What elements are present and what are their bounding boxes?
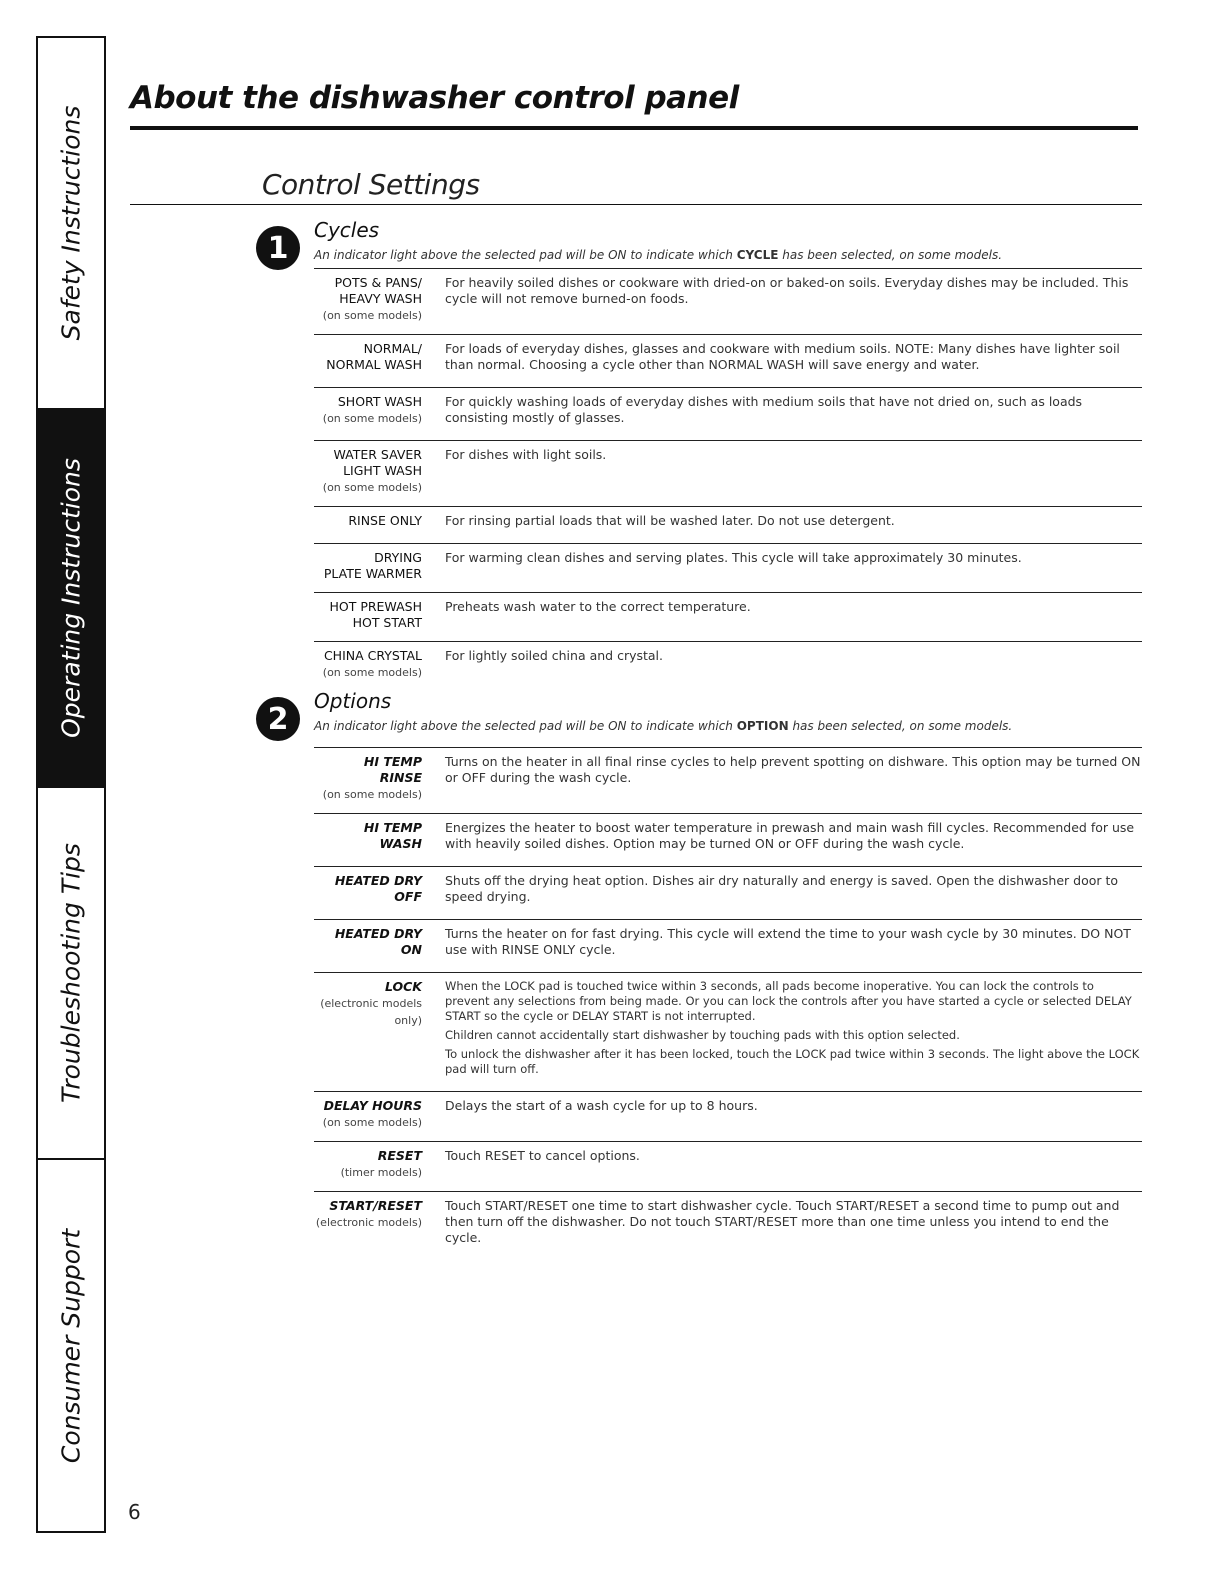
side-tab-nav xyxy=(36,36,106,1533)
row-label: WATER SAVER LIGHT WASH (on some models) xyxy=(322,447,422,494)
row-description xyxy=(422,447,1142,496)
row-label: HEATED DRY ON xyxy=(334,926,422,957)
row-description xyxy=(422,513,1142,533)
row-sublabel: (electronic models only) xyxy=(320,997,422,1027)
section-divider xyxy=(130,204,1142,205)
table-row xyxy=(314,919,1142,972)
table-row xyxy=(314,641,1142,691)
row-description xyxy=(422,550,1142,582)
tab-consumer-support[interactable] xyxy=(38,1160,104,1531)
row-description xyxy=(422,979,1142,1081)
row-label: POTS & PANS/ HEAVY WASH (on some models) xyxy=(322,275,422,322)
row-sublabel: (on some models) xyxy=(322,481,422,494)
row-sublabel: (on some models) xyxy=(322,788,422,801)
row-description xyxy=(422,394,1142,430)
description-paragraph: When the LOCK pad is touched twice within 3 seconds, all pads become inoperative. You can lock the controls to prevent any selections from being made. Or you can lock the controls after you have started a cycle or selected DELAY START so the cycle or DELAY START is not interrupted. xyxy=(445,979,1132,1023)
cycles-table xyxy=(314,268,1142,691)
row-sublabel: (timer models) xyxy=(340,1166,422,1179)
row-description xyxy=(422,599,1142,631)
table-row xyxy=(314,813,1142,866)
tab-operating-instructions[interactable] xyxy=(38,410,104,788)
row-sublabel: (on some models) xyxy=(322,412,422,425)
row-label: START/RESET (electronic models) xyxy=(315,1198,422,1229)
description-paragraph: Children cannot accidentally start dishwasher by touching pads with this option selected. xyxy=(445,1028,960,1042)
description-paragraph: Touch START/RESET one time to start dishwasher cycle. Touch START/RESET a second time to pump out and then turn off the dishwasher. Do not touch START/RESET more than one time unless you intend to end the cycle. xyxy=(445,1198,1120,1245)
table-row xyxy=(314,972,1142,1091)
number-badge: 2 xyxy=(256,697,300,741)
row-description xyxy=(422,820,1142,856)
group-note: An indicator light above the selected pad will be ON to indicate which OPTION has been selected, on some models. xyxy=(314,719,1013,733)
table-row xyxy=(314,1191,1142,1260)
table-row xyxy=(314,1141,1142,1191)
table-row xyxy=(314,387,1142,440)
group-note: An indicator light above the selected pad will be ON to indicate which CYCLE has been selected, on some models. xyxy=(314,248,1003,262)
description-paragraph: Shuts off the drying heat option. Dishes air dry naturally and energy is saved. Open the dishwasher door to speed drying. xyxy=(445,873,1119,904)
row-sublabel: (electronic models) xyxy=(315,1216,422,1229)
row-description xyxy=(422,341,1142,377)
table-row xyxy=(314,334,1142,387)
description-paragraph: Delays the start of a wash cycle for up to 8 hours. xyxy=(445,1098,758,1113)
table-row xyxy=(314,440,1142,506)
row-label: DELAY HOURS (on some models) xyxy=(322,1098,422,1129)
description-paragraph: For heavily soiled dishes or cookware with dried-on or baked-on soils. Everyday dishes may be included. This cycle will not remove burned-on foods. xyxy=(445,275,1129,306)
row-description xyxy=(422,648,1142,681)
table-row xyxy=(314,268,1142,334)
row-description xyxy=(422,754,1142,803)
row-description xyxy=(422,1148,1142,1181)
description-paragraph: Turns the heater on for fast drying. This cycle will extend the time to your wash cycle by 30 minutes. DO NOT use with RINSE ONLY cycle. xyxy=(445,926,1131,957)
row-label: RINSE ONLY xyxy=(348,513,422,528)
page-number: 6 xyxy=(128,1500,141,1524)
row-description xyxy=(422,1098,1142,1131)
row-label: RESET (timer models) xyxy=(340,1148,422,1179)
description-paragraph: For rinsing partial loads that will be washed later. Do not use detergent. xyxy=(445,513,895,528)
row-label: HI TEMP RINSE (on some models) xyxy=(322,754,422,801)
description-paragraph: To unlock the dishwasher after it has been locked, touch the LOCK pad twice within 3 seconds. The light above the LOCK pad will turn off. xyxy=(445,1047,1140,1076)
section-title: Control Settings xyxy=(262,168,480,201)
row-sublabel: (on some models) xyxy=(322,1116,422,1129)
description-paragraph: Energizes the heater to boost water temperature in prewash and main wash fill cycles. Recommended for use with heavily soiled dishes. Option may be turned ON or OFF during the wash cycle. xyxy=(445,820,1135,851)
row-label: HI TEMP WASH xyxy=(363,820,422,851)
page-title: About the dishwasher control panel xyxy=(130,80,739,116)
row-description xyxy=(422,926,1142,962)
description-paragraph: Touch RESET to cancel options. xyxy=(445,1148,640,1163)
row-label: DRYING PLATE WARMER xyxy=(323,550,422,581)
description-paragraph: Preheats wash water to the correct temperature. xyxy=(445,599,751,614)
group-title: Options xyxy=(314,689,392,713)
tab-safety-instructions[interactable] xyxy=(38,38,104,410)
row-label: HEATED DRY OFF xyxy=(334,873,422,904)
description-paragraph: For warming clean dishes and serving plates. This cycle will take approximately 30 minutes. xyxy=(445,550,1022,565)
table-row xyxy=(314,543,1142,592)
description-paragraph: For lightly soiled china and crystal. xyxy=(445,648,663,663)
description-paragraph: For quickly washing loads of everyday dishes with medium soils that have not dried on, such as loads consisting mostly of glasses. xyxy=(445,394,1083,425)
row-description xyxy=(422,873,1142,909)
row-label: HOT PREWASH HOT START xyxy=(329,599,422,630)
description-paragraph: For dishes with light soils. xyxy=(445,447,607,462)
row-sublabel: (on some models) xyxy=(322,666,422,679)
tab-label: Operating Instructions xyxy=(56,458,86,738)
table-row xyxy=(314,866,1142,919)
table-row xyxy=(314,592,1142,641)
table-row xyxy=(314,506,1142,543)
row-label: SHORT WASH (on some models) xyxy=(322,394,422,425)
title-divider xyxy=(130,126,1138,130)
row-label: LOCK (electronic models only) xyxy=(320,979,422,1027)
options-table xyxy=(314,747,1142,1260)
tab-label: Safety Instructions xyxy=(56,105,86,341)
tab-label: Troubleshooting Tips xyxy=(56,843,86,1103)
row-description xyxy=(422,1198,1142,1250)
tab-troubleshooting-tips[interactable] xyxy=(38,788,104,1160)
number-badge: 1 xyxy=(256,226,300,270)
description-paragraph: Turns on the heater in all final rinse cycles to help prevent spotting on dishware. This option may be turned ON or OFF during the wash cycle. xyxy=(445,754,1141,785)
tab-label: Consumer Support xyxy=(56,1228,86,1463)
row-label: CHINA CRYSTAL (on some models) xyxy=(322,648,422,679)
description-paragraph: For loads of everyday dishes, glasses and cookware with medium soils. NOTE: Many dishes have lighter soil than normal. Choosing a cycle other than NORMAL WASH will save energy and water. xyxy=(445,341,1120,372)
row-sublabel: (on some models) xyxy=(322,309,422,322)
row-description xyxy=(422,275,1142,324)
table-row xyxy=(314,1091,1142,1141)
table-row xyxy=(314,747,1142,813)
group-title: Cycles xyxy=(314,218,380,242)
row-label: NORMAL/ NORMAL WASH xyxy=(326,341,422,372)
